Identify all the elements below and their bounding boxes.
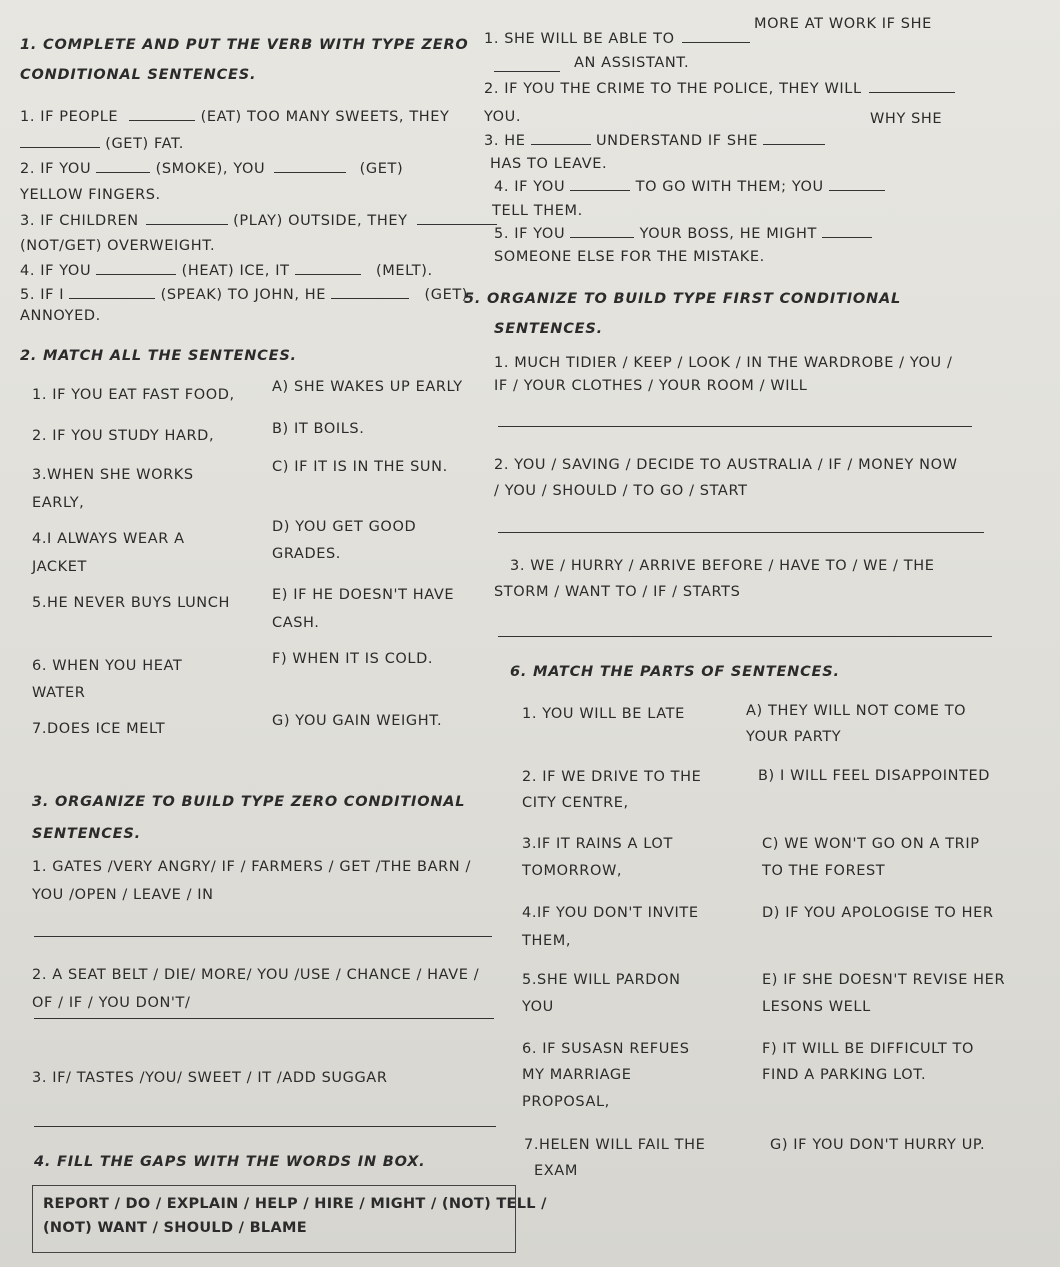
ex1-title-cont: CONDITIONAL SENTENCES. bbox=[20, 67, 257, 83]
ex5-item: STORM / WANT TO / IF / STARTS bbox=[494, 584, 741, 600]
ex4-line-6: HAS TO LEAVE. bbox=[490, 156, 608, 172]
ex2-left-item: 7.DOES ICE MELT bbox=[32, 721, 166, 737]
ex5-item: 3. WE / HURRY / ARRIVE BEFORE / HAVE TO / WE / THE bbox=[510, 558, 935, 574]
ex1-text: (GET) bbox=[359, 161, 404, 177]
ex1-text: (GET) FAT. bbox=[105, 136, 184, 152]
ex1-text: 3. IF CHILDREN bbox=[20, 213, 139, 229]
answer-blank[interactable] bbox=[274, 160, 346, 173]
ex2-right-item: D) YOU GET GOOD bbox=[272, 519, 417, 535]
ex1-line-7 bbox=[20, 262, 433, 280]
ex2-left-item: WATER bbox=[32, 685, 86, 701]
ex1-line-5 bbox=[20, 212, 497, 230]
ex6-left-item: 1. YOU WILL BE LATE bbox=[522, 706, 685, 722]
ex1-line-4: YELLOW FINGERS. bbox=[20, 187, 161, 203]
answer-blank[interactable] bbox=[682, 30, 750, 43]
ex1-text: (PLAY) OUTSIDE, THEY bbox=[233, 213, 408, 229]
ex6-title: 6. MATCH THE PARTS OF SENTENCES. bbox=[510, 664, 840, 680]
ex6-left-item: YOU bbox=[522, 999, 554, 1015]
answer-line[interactable] bbox=[498, 532, 984, 533]
ex6-right-item: C) WE WON'T GO ON A TRIP bbox=[762, 836, 980, 852]
ex4-line-8: TELL THEM. bbox=[492, 203, 583, 219]
ex1-line-2 bbox=[20, 135, 184, 153]
ex1-text: 2. IF YOU bbox=[20, 161, 92, 177]
ex4-text: 4. IF YOU bbox=[494, 179, 566, 195]
ex4-line-7 bbox=[494, 178, 885, 196]
ex1-text: (EAT) TOO MANY SWEETS, THEY bbox=[200, 109, 450, 125]
answer-line[interactable] bbox=[34, 936, 492, 937]
ex4-title: 4. FILL THE GAPS WITH THE WORDS IN BOX. bbox=[34, 1154, 426, 1170]
answer-blank[interactable] bbox=[869, 80, 955, 93]
ex4-line-3 bbox=[484, 80, 955, 98]
ex4-text: 1. SHE WILL BE ABLE TO bbox=[484, 31, 675, 47]
ex6-right-item: F) IT WILL BE DIFFICULT TO bbox=[762, 1041, 975, 1057]
ex3-title-cont: SENTENCES. bbox=[32, 826, 141, 842]
ex1-line-1 bbox=[20, 108, 450, 126]
answer-blank[interactable] bbox=[570, 225, 634, 238]
ex3-title: 3. ORGANIZE TO BUILD TYPE ZERO CONDITIONAL bbox=[32, 794, 466, 810]
answer-blank[interactable] bbox=[531, 132, 591, 145]
ex2-right-item: F) WHEN IT IS COLD. bbox=[272, 651, 434, 667]
ex2-right-item: B) IT BOILS. bbox=[272, 421, 365, 437]
answer-blank[interactable] bbox=[20, 135, 100, 148]
ex4-line-2: AN ASSISTANT. bbox=[574, 55, 690, 71]
answer-blank[interactable] bbox=[829, 178, 885, 191]
ex1-line-6: (NOT/GET) OVERWEIGHT. bbox=[20, 238, 216, 254]
ex3-item: YOU /OPEN / LEAVE / IN bbox=[32, 887, 214, 903]
ex2-left-item: 3.WHEN SHE WORKS bbox=[32, 467, 194, 483]
ex3-item: OF / IF / YOU DON'T/ bbox=[32, 995, 191, 1011]
answer-blank[interactable] bbox=[417, 212, 497, 225]
ex6-right-item: E) IF SHE DOESN'T REVISE HER bbox=[762, 972, 1006, 988]
ex2-right-item: GRADES. bbox=[272, 546, 341, 562]
ex6-right-item: LESONS WELL bbox=[762, 999, 871, 1015]
ex4-line-10: SOMEONE ELSE FOR THE MISTAKE. bbox=[494, 249, 765, 265]
ex6-left-item: CITY CENTRE, bbox=[522, 795, 629, 811]
ex4-text: 3. HE bbox=[484, 133, 526, 149]
ex4-line-9 bbox=[494, 225, 872, 243]
ex6-left-item: PROPOSAL, bbox=[522, 1094, 610, 1110]
ex6-left-item: 4.IF YOU DON'T INVITE bbox=[522, 905, 699, 921]
ex1-text: 4. IF YOU bbox=[20, 263, 92, 279]
ex4-text: YOUR BOSS, HE MIGHT bbox=[639, 226, 817, 242]
ex5-title: 5. ORGANIZE TO BUILD TYPE FIRST CONDITIONAL bbox=[464, 291, 902, 307]
ex1-text: (SPEAK) TO JOHN, HE bbox=[160, 287, 327, 303]
answer-blank[interactable] bbox=[570, 178, 630, 191]
ex2-left-item: 1. IF YOU EAT FAST FOOD, bbox=[32, 387, 235, 403]
ex6-left-item: 5.SHE WILL PARDON bbox=[522, 972, 681, 988]
ex4-text: 5. IF YOU bbox=[494, 226, 566, 242]
ex6-left-item: 3.IF IT RAINS A LOT bbox=[522, 836, 673, 852]
ex2-left-item: 2. IF YOU STUDY HARD, bbox=[32, 428, 215, 444]
ex4-text: TO GO WITH THEM; YOU bbox=[635, 179, 824, 195]
ex6-right-item: D) IF YOU APOLOGISE TO HER bbox=[762, 905, 994, 921]
ex2-left-item: 4.I ALWAYS WEAR A bbox=[32, 531, 185, 547]
ex1-text: (MELT). bbox=[376, 263, 433, 279]
answer-blank[interactable] bbox=[96, 160, 150, 173]
ex4-line-1 bbox=[484, 30, 750, 48]
ex1-line-9: ANNOYED. bbox=[20, 308, 101, 324]
answer-blank[interactable] bbox=[763, 132, 825, 145]
ex2-left-item: JACKET bbox=[32, 559, 87, 575]
ex6-left-item: TOMORROW, bbox=[522, 863, 623, 879]
word-box-line: (NOT) WANT / SHOULD / BLAME bbox=[43, 1220, 307, 1236]
ex4-text: UNDERSTAND IF SHE bbox=[595, 133, 758, 149]
ex1-line-3 bbox=[20, 160, 403, 178]
ex5-item: 2. YOU / SAVING / DECIDE TO AUSTRALIA / IF / MONEY NOW bbox=[494, 457, 958, 473]
ex5-title-cont: SENTENCES. bbox=[494, 321, 603, 337]
answer-blank[interactable] bbox=[69, 286, 155, 299]
answer-blank[interactable] bbox=[494, 71, 560, 72]
ex6-right-item: YOUR PARTY bbox=[746, 729, 842, 745]
ex4-line-5 bbox=[484, 132, 825, 150]
ex6-right-item: A) THEY WILL NOT COME TO bbox=[746, 703, 967, 719]
word-box-line: REPORT / DO / EXPLAIN / HELP / HIRE / MIGHT / (NOT) TELL / bbox=[43, 1196, 547, 1212]
ex6-left-item: 6. IF SUSASN REFUES bbox=[522, 1041, 690, 1057]
ex2-right-item: A) SHE WAKES UP EARLY bbox=[272, 379, 463, 395]
ex1-line-8 bbox=[20, 286, 468, 304]
answer-blank[interactable] bbox=[822, 225, 872, 238]
ex6-left-item: THEM, bbox=[522, 933, 572, 949]
answer-blank[interactable] bbox=[96, 262, 176, 275]
ex2-right-item: E) IF HE DOESN'T HAVE bbox=[272, 587, 455, 603]
ex2-right-item: CASH. bbox=[272, 615, 320, 631]
ex4-line-5-cont: WHY SHE bbox=[870, 111, 943, 127]
ex2-left-item: 6. WHEN YOU HEAT bbox=[32, 658, 183, 674]
ex6-right-item: G) IF YOU DON'T HURRY UP. bbox=[770, 1137, 986, 1153]
ex6-left-item: MY MARRIAGE bbox=[522, 1067, 632, 1083]
ex1-text: 5. IF I bbox=[20, 287, 65, 303]
answer-blank[interactable] bbox=[295, 262, 361, 275]
ex2-title: 2. MATCH ALL THE SENTENCES. bbox=[20, 348, 297, 364]
answer-line[interactable] bbox=[34, 1018, 494, 1019]
ex5-item: 1. MUCH TIDIER / KEEP / LOOK / IN THE WARDROBE / YOU / bbox=[494, 355, 953, 371]
answer-blank[interactable] bbox=[331, 286, 409, 299]
ex6-left-item: 2. IF WE DRIVE TO THE bbox=[522, 769, 702, 785]
ex6-right-item: FIND A PARKING LOT. bbox=[762, 1067, 927, 1083]
ex2-right-item: G) YOU GAIN WEIGHT. bbox=[272, 713, 443, 729]
ex4-line-4: YOU. bbox=[484, 109, 522, 125]
ex3-item: 2. A SEAT BELT / DIE/ MORE/ YOU /USE / CHANCE / HAVE / bbox=[32, 967, 480, 983]
answer-line[interactable] bbox=[498, 636, 992, 637]
ex3-item: 1. GATES /VERY ANGRY/ IF / FARMERS / GET /THE BARN / bbox=[32, 859, 471, 875]
ex2-left-item: 5.HE NEVER BUYS LUNCH bbox=[32, 595, 230, 611]
word-box bbox=[32, 1185, 547, 1253]
ex6-right-item: B) I WILL FEEL DISAPPOINTED bbox=[758, 768, 991, 784]
ex6-right-item: TO THE FOREST bbox=[762, 863, 886, 879]
ex4-line-1-cont: MORE AT WORK IF SHE bbox=[754, 16, 932, 32]
ex1-title: 1. COMPLETE AND PUT THE VERB WITH TYPE ZERO bbox=[20, 37, 469, 53]
answer-line[interactable] bbox=[34, 1126, 496, 1127]
ex6-left-item: EXAM bbox=[534, 1163, 578, 1179]
ex3-item: 3. IF/ TASTES /YOU/ SWEET / IT /ADD SUGGAR bbox=[32, 1070, 388, 1086]
ex1-text: (HEAT) ICE, IT bbox=[181, 263, 290, 279]
ex5-item: IF / YOUR CLOTHES / YOUR ROOM / WILL bbox=[494, 378, 808, 394]
ex1-text: 1. IF PEOPLE bbox=[20, 109, 119, 125]
answer-line[interactable] bbox=[498, 426, 972, 427]
ex2-left-item: EARLY, bbox=[32, 495, 85, 511]
ex1-text: (SMOKE), YOU bbox=[155, 161, 266, 177]
ex6-left-item: 7.HELEN WILL FAIL THE bbox=[524, 1137, 706, 1153]
answer-blank[interactable] bbox=[129, 108, 195, 121]
answer-blank[interactable] bbox=[146, 212, 228, 225]
ex5-item: / YOU / SHOULD / TO GO / START bbox=[494, 483, 748, 499]
ex4-text: 2. IF YOU THE CRIME TO THE POLICE, THEY WILL bbox=[484, 81, 862, 97]
ex2-right-item: C) IF IT IS IN THE SUN. bbox=[272, 459, 448, 475]
ex1-text: (GET) bbox=[424, 287, 469, 303]
